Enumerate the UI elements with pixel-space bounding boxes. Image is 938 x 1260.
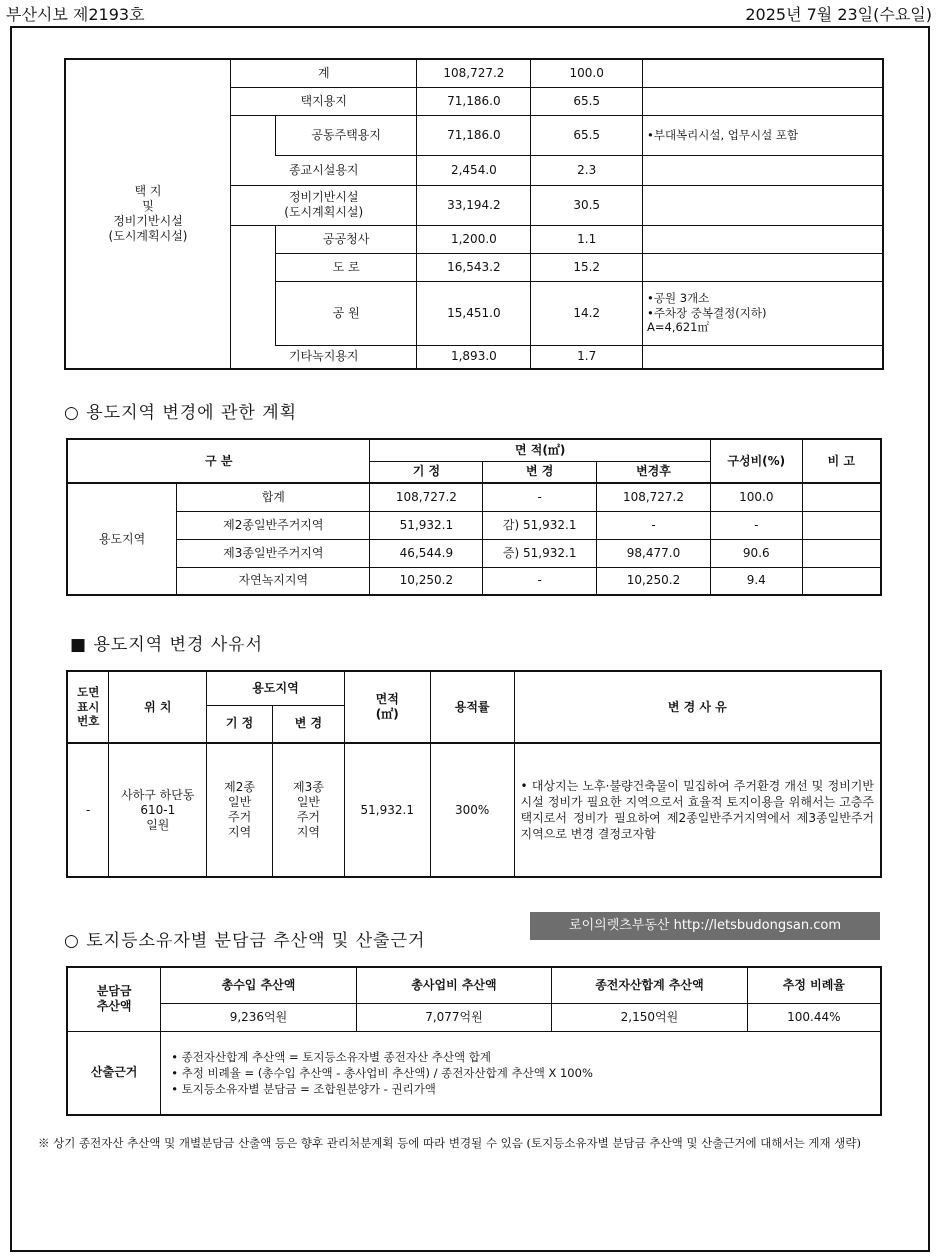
land-row-ratio: 1.7 bbox=[531, 345, 643, 369]
contribution-table bbox=[66, 966, 882, 1116]
land-row-name: 정비기반시설 (도시계획시설) bbox=[231, 185, 417, 225]
land-row-note bbox=[643, 155, 883, 185]
watermark-banner: 로이의렛츠부동산 http://letsbudongsan.com bbox=[530, 912, 880, 940]
land-row-area: 16,543.2 bbox=[417, 253, 531, 281]
basis-item: • 종전자산합계 추산액 = 토지등소유자별 종전자산 추산액 합계 bbox=[171, 1049, 491, 1064]
zoning-row-name: 합계 bbox=[177, 483, 370, 511]
reason-row-far: 300% bbox=[430, 743, 514, 877]
land-row-name: 공동주택용지 bbox=[275, 115, 417, 155]
value-est-ratio: 100.44% bbox=[747, 1003, 881, 1031]
header-existing: 기 정 bbox=[370, 461, 483, 483]
header-existing: 기 정 bbox=[207, 705, 273, 743]
land-row-area: 33,194.2 bbox=[417, 185, 531, 225]
land-row-name: 택지용지 bbox=[231, 87, 417, 115]
land-row-ratio: 65.5 bbox=[531, 87, 643, 115]
zoning-row-existing: 46,544.9 bbox=[370, 539, 483, 567]
basis-item: • 추정 비례율 = (총수입 추산액 - 총사업비 추산액) / 종전자산합계 추산액 X 100% bbox=[171, 1065, 593, 1080]
header-area: 면 적(㎡) bbox=[370, 439, 710, 461]
header-ratio: 구성비(%) bbox=[710, 439, 802, 483]
land-row-note: •공원 3개소 •주차장 중복결정(지하) A=4,621㎡ bbox=[643, 281, 883, 345]
zoning-row-ratio: 90.6 bbox=[710, 539, 802, 567]
land-row-name: 공 원 bbox=[275, 281, 417, 345]
section-title-zoning-plan: ○ 용도지역 변경에 관한 계획 bbox=[64, 403, 298, 423]
zoning-row-note bbox=[802, 483, 881, 511]
land-row-name: 도 로 bbox=[275, 253, 417, 281]
land-row-ratio: 30.5 bbox=[531, 185, 643, 225]
basis-label: 산출근거 bbox=[67, 1031, 161, 1115]
land-row-name: 종교시설용지 bbox=[231, 155, 417, 185]
reason-row-text: • 대상지는 노후·불량건축물이 밀집하여 주거환경 개선 및 정비기반시설 정비가 필요한 지역으로서 효율적 토지이용을 위해서는 고층주택지로서 정비가 필요하여 제2종일반주거지역에서 제3종일반주거지역으로 변경 결정코자함 bbox=[514, 743, 881, 877]
header-location: 위 치 bbox=[109, 671, 207, 743]
indent-cell bbox=[231, 225, 276, 345]
land-row-name: 계 bbox=[231, 59, 417, 87]
land-row-note bbox=[643, 253, 883, 281]
land-row-name: 공공청사 bbox=[275, 225, 417, 253]
zoning-row-existing: 51,932.1 bbox=[370, 511, 483, 539]
land-row-ratio: 14.2 bbox=[531, 281, 643, 345]
zoning-row-after: 10,250.2 bbox=[597, 567, 711, 595]
land-row-note bbox=[643, 87, 883, 115]
contribution-group-label: 분담금 추산액 bbox=[67, 967, 161, 1031]
basis-item: • 토지등소유자별 분담금 = 조합원분양가 - 권리가액 bbox=[171, 1081, 436, 1096]
land-row-note bbox=[643, 345, 883, 369]
zoning-row-existing: 108,727.2 bbox=[370, 483, 483, 511]
zoning-row-change: 증) 51,932.1 bbox=[483, 539, 597, 567]
land-row-ratio: 15.2 bbox=[531, 253, 643, 281]
zoning-row-change: 감) 51,932.1 bbox=[483, 511, 597, 539]
value-cost: 7,077억원 bbox=[356, 1003, 551, 1031]
zoning-row-ratio: 100.0 bbox=[710, 483, 802, 511]
value-asset: 2,150억원 bbox=[552, 1003, 747, 1031]
zoning-row-note bbox=[802, 539, 881, 567]
land-group-label: 택 지 및 정비기반시설 (도시계획시설) bbox=[65, 59, 231, 369]
zoning-group-label: 용도지역 bbox=[67, 483, 177, 595]
reason-row-location: 사하구 하단동 610-1 일원 bbox=[109, 743, 207, 877]
land-row-ratio: 2.3 bbox=[531, 155, 643, 185]
land-row-note bbox=[643, 185, 883, 225]
zoning-row-ratio: - bbox=[710, 511, 802, 539]
zoning-row-name: 제2종일반주거지역 bbox=[177, 511, 370, 539]
land-row-note bbox=[643, 59, 883, 87]
zoning-row-after: 108,727.2 bbox=[597, 483, 711, 511]
publication-date: 2025년 7월 23일(수요일) bbox=[745, 5, 932, 24]
zoning-row-note bbox=[802, 511, 881, 539]
land-row-area: 2,454.0 bbox=[417, 155, 531, 185]
header-income: 총수입 추산액 bbox=[161, 967, 356, 1003]
land-row-ratio: 100.0 bbox=[531, 59, 643, 87]
reason-row-no: - bbox=[67, 743, 109, 877]
header-zone: 용도지역 bbox=[207, 671, 345, 705]
land-row-area: 71,186.0 bbox=[417, 115, 531, 155]
land-row-area: 15,451.0 bbox=[417, 281, 531, 345]
change-reason-table bbox=[66, 670, 882, 878]
land-row-area: 71,186.0 bbox=[417, 87, 531, 115]
page-header bbox=[0, 0, 938, 24]
zoning-row-existing: 10,250.2 bbox=[370, 567, 483, 595]
footnote: ※ 상기 종전자산 추산액 및 개별분담금 산출액 등은 향후 관리처분계획 등에 따라 변경될 수 있음 (토지등소유자별 분담금 추산액 및 산출근거에 대해서는 게재 생략) bbox=[38, 1136, 861, 1150]
land-row-note: •부대복리시설, 업무시설 포함 bbox=[643, 115, 883, 155]
land-row-area: 108,727.2 bbox=[417, 59, 531, 87]
zoning-row-change: - bbox=[483, 567, 597, 595]
zoning-row-ratio: 9.4 bbox=[710, 567, 802, 595]
zoning-row-after: 98,477.0 bbox=[597, 539, 711, 567]
land-row-ratio: 65.5 bbox=[531, 115, 643, 155]
header-change: 변 경 bbox=[273, 705, 345, 743]
indent-cell bbox=[231, 115, 276, 155]
header-est-ratio: 추정 비례율 bbox=[747, 967, 881, 1003]
land-row-area: 1,893.0 bbox=[417, 345, 531, 369]
header-far: 용적률 bbox=[430, 671, 514, 743]
header-gubun: 구 분 bbox=[67, 439, 370, 483]
land-row-name: 기타녹지용지 bbox=[231, 345, 417, 369]
header-after: 변경후 bbox=[597, 461, 711, 483]
zoning-row-name: 자연녹지지역 bbox=[177, 567, 370, 595]
header-area: 면적 (㎡) bbox=[344, 671, 430, 743]
zoning-row-note bbox=[802, 567, 881, 595]
land-row-ratio: 1.1 bbox=[531, 225, 643, 253]
header-change: 변 경 bbox=[483, 461, 597, 483]
section-title-change-reason: ■ 용도지역 변경 사유서 bbox=[70, 635, 264, 655]
land-row-note bbox=[643, 225, 883, 253]
land-use-table bbox=[64, 58, 884, 370]
zoning-plan-table bbox=[66, 438, 882, 596]
zoning-row-name: 제3종일반주거지역 bbox=[177, 539, 370, 567]
zoning-row-change: - bbox=[483, 483, 597, 511]
land-row-area: 1,200.0 bbox=[417, 225, 531, 253]
basis-list bbox=[161, 1031, 881, 1115]
header-cost: 총사업비 추산액 bbox=[356, 967, 551, 1003]
zoning-row-after: - bbox=[597, 511, 711, 539]
value-income: 9,236억원 bbox=[161, 1003, 356, 1031]
header-reason: 변 경 사 유 bbox=[514, 671, 881, 743]
header-asset: 종전자산합계 추산액 bbox=[552, 967, 747, 1003]
header-note: 비 고 bbox=[802, 439, 881, 483]
header-map-no: 도면 표시 번호 bbox=[67, 671, 109, 743]
gazette-issue: 부산시보 제2193호 bbox=[6, 5, 145, 24]
reason-row-change: 제3종 일반 주거 지역 bbox=[273, 743, 345, 877]
reason-row-area: 51,932.1 bbox=[344, 743, 430, 877]
section-title-contribution: ○ 토지등소유자별 분담금 추산액 및 산출근거 bbox=[64, 931, 426, 951]
reason-row-existing: 제2종 일반 주거 지역 bbox=[207, 743, 273, 877]
